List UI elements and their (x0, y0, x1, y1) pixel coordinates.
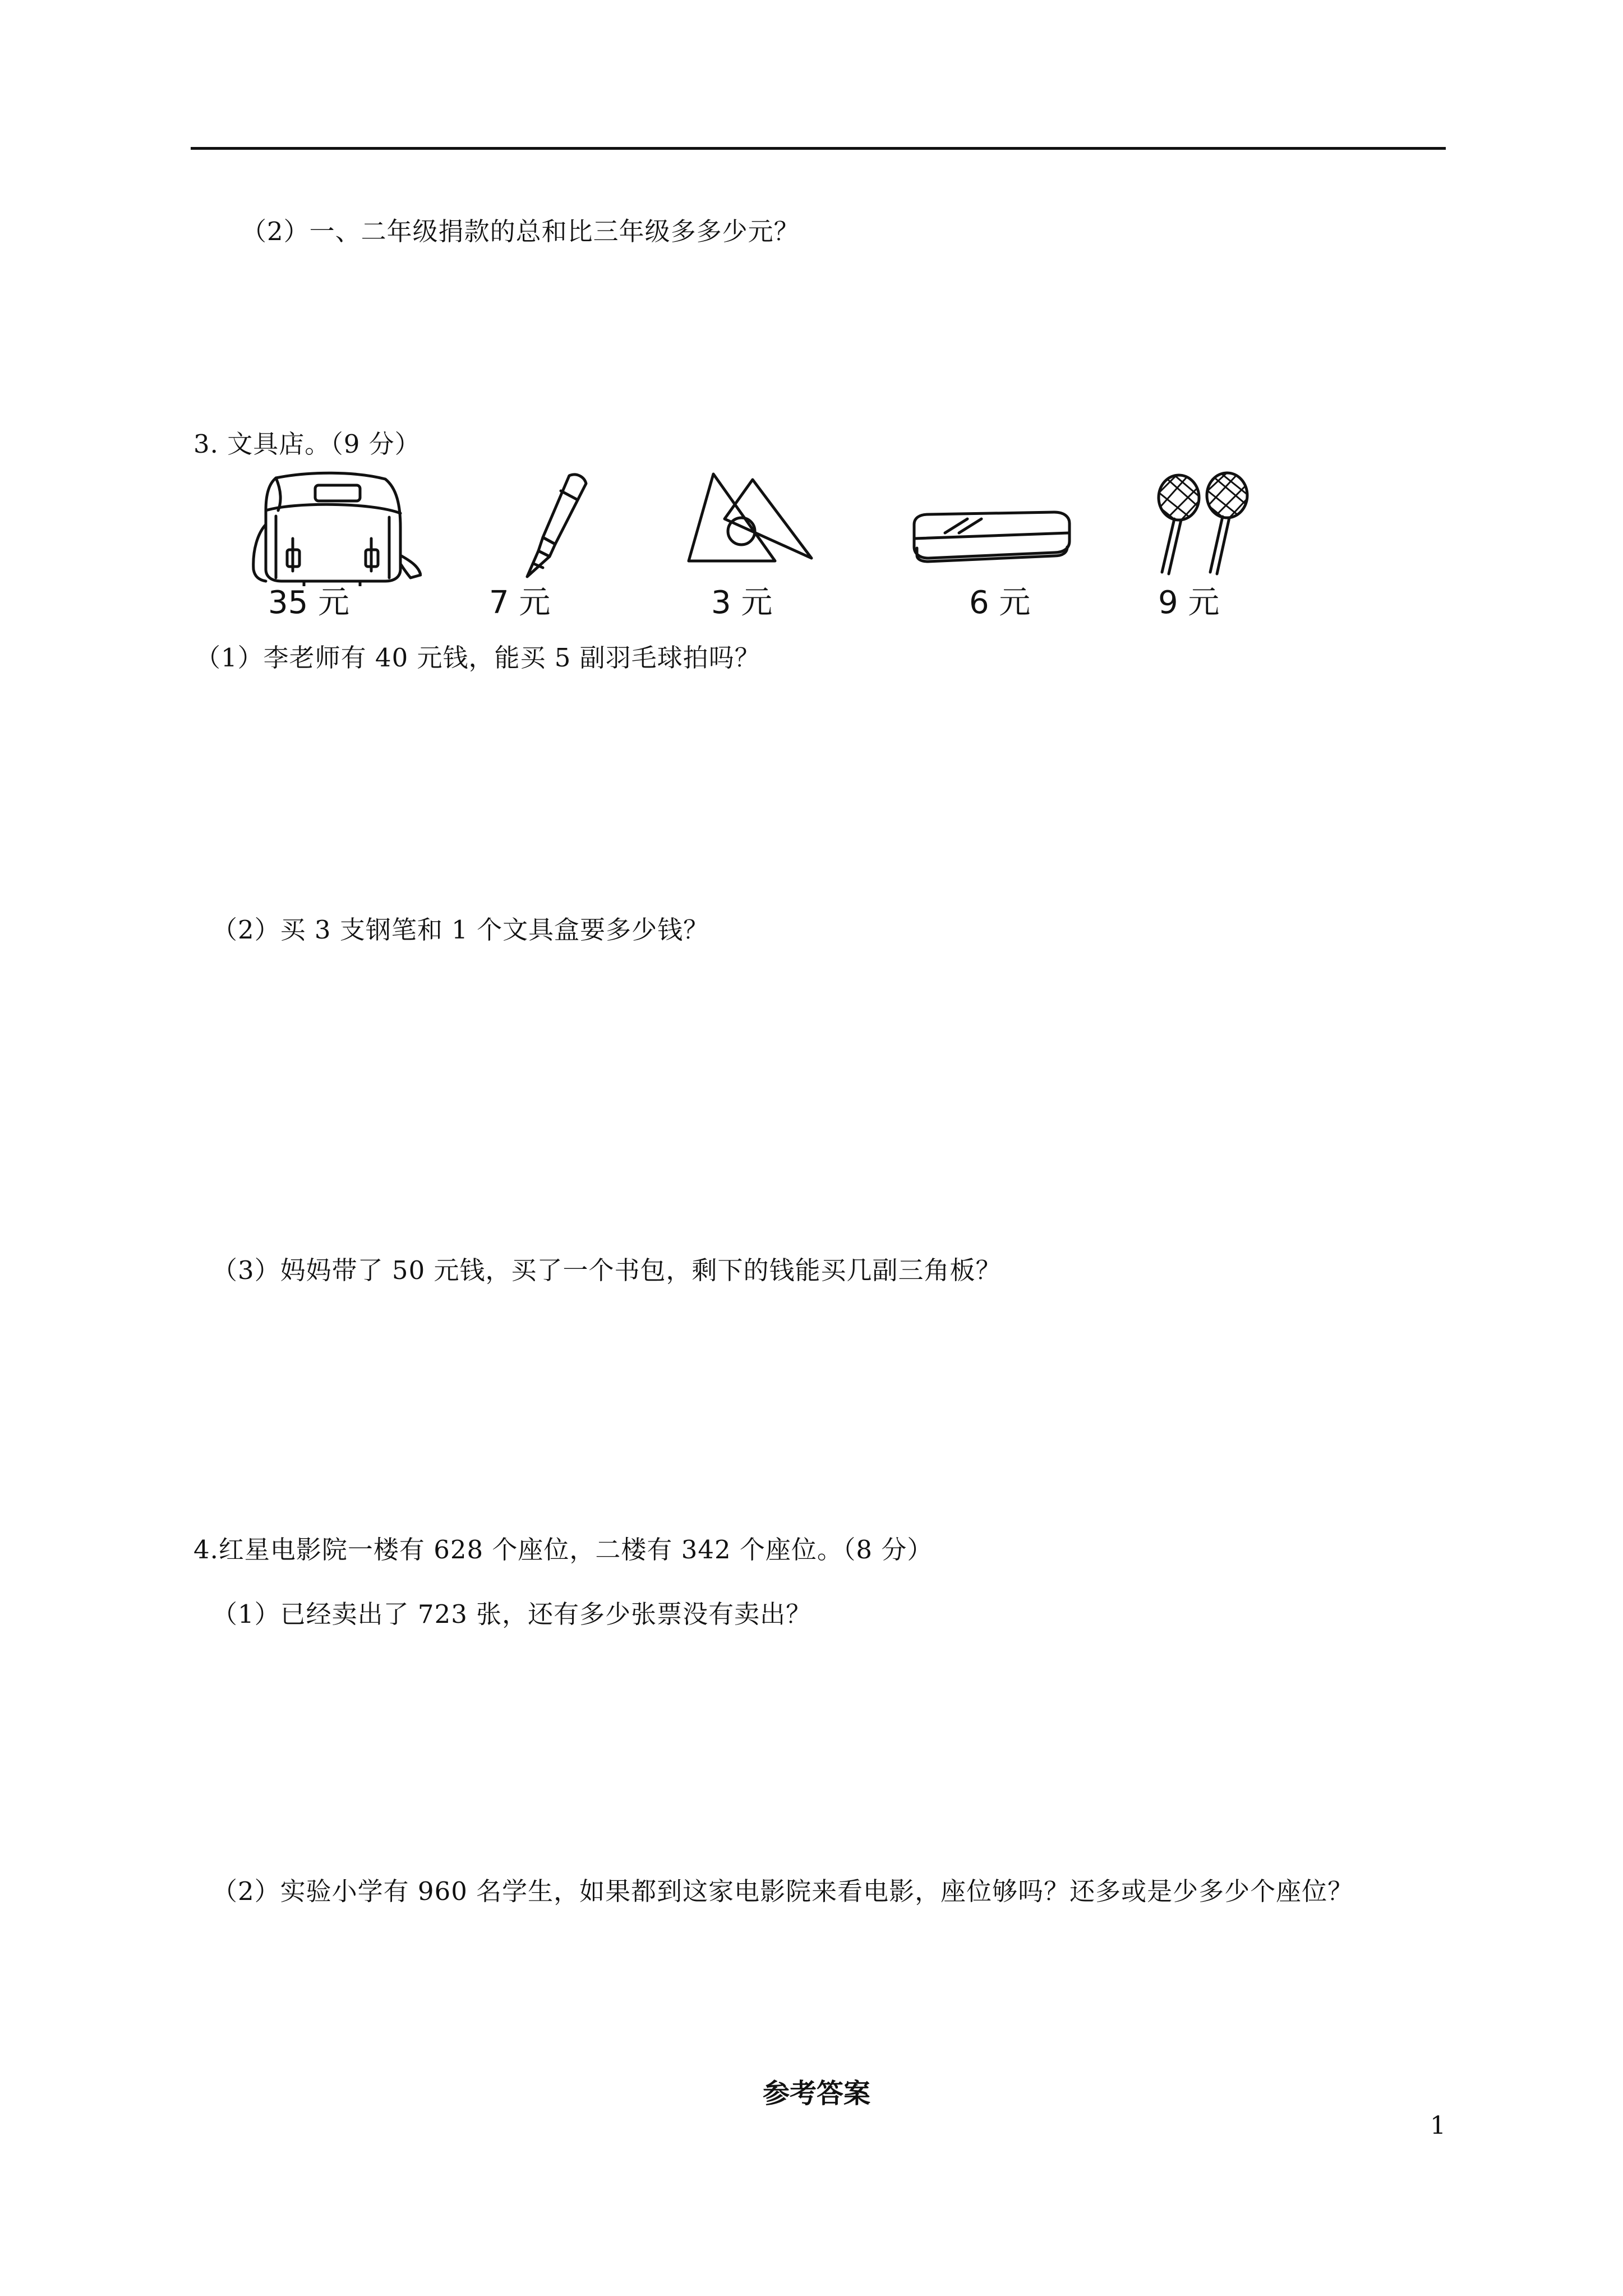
question-3-part-3: （3）妈妈带了 50 元钱，买了一个书包，剩下的钱能买几副三角板？ (212, 1255, 1002, 1285)
schoolbag-price: 35 元 (268, 585, 350, 621)
question-4-title: 4.红星电影院一楼有 628 个座位，二楼有 342 个座位。（8 分） (193, 1535, 933, 1565)
question-3-part-1: （1）李老师有 40 元钱，能买 5 副羽毛球拍吗？ (195, 643, 760, 673)
header-rule (191, 147, 1446, 150)
question-3-part-2: （2）买 3 支钢笔和 1 个文具盒要多少钱？ (212, 915, 709, 945)
set-squares-icon (685, 468, 814, 569)
page-number: 1 (1430, 2111, 1446, 2140)
fountain-pen-icon (510, 471, 594, 581)
badminton-rackets-price: 9 元 (1158, 585, 1220, 621)
set-squares-price: 3 元 (711, 585, 773, 621)
answer-section-title: 参考答案 (763, 2078, 871, 2109)
question-4-part-2: （2）实验小学有 960 名学生，如果都到这家电影院来看电影，座位够吗？还多或是少多少个座位？ (212, 1876, 1354, 1906)
question-3-title: 3. 文具店。（9 分） (193, 429, 421, 459)
schoolbag-icon (242, 471, 422, 586)
question-4-part-1: （1）已经卖出了 723 张，还有多少张票没有卖出？ (212, 1599, 812, 1629)
pencil-case-price: 6 元 (969, 585, 1031, 621)
fountain-pen-price: 7 元 (489, 585, 551, 621)
question-2-part-2: （2）一、二年级捐款的总和比三年级多多少元？ (241, 217, 800, 246)
pencil-case-icon (906, 508, 1074, 567)
badminton-rackets-icon (1150, 468, 1262, 578)
